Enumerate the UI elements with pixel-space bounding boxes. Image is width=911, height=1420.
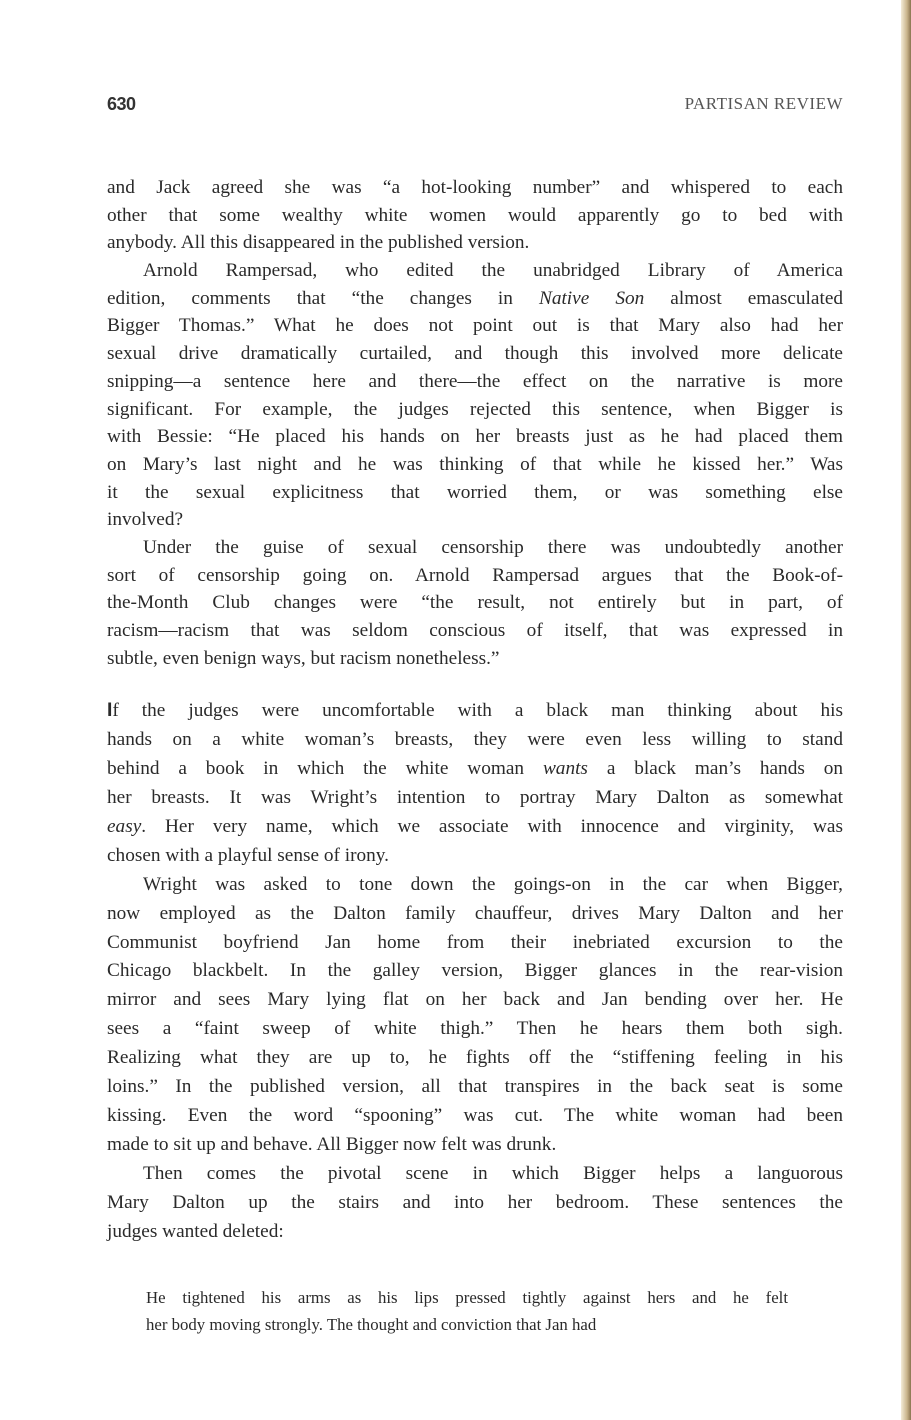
text-line: it the sexual explicitness that worried them, or was something else — [107, 481, 843, 503]
text-line: now employed as the Dalton family chauffeur, drives Mary Dalton and her — [107, 902, 843, 924]
text-line — [107, 813, 843, 842]
text-line: significant. For example, the judges rejected this sentence, when Bigger is — [107, 398, 843, 420]
text-line: subtle, even benign ways, but racism nonetheless.” — [107, 647, 500, 669]
text-line: Bigger Thomas.” What he does not point out is that Mary also had her — [107, 315, 843, 337]
italic-text: easy — [107, 815, 142, 837]
text-line: hands on a white woman’s breasts, they were even less willing to stand — [107, 728, 843, 750]
body-section-2 — [107, 697, 843, 1247]
text-line: Mary Dalton up the stairs and into her bedroom. These sentences the — [107, 1191, 843, 1213]
text-line: Then comes the pivotal scene in which Bigger helps a languorous — [143, 1163, 843, 1184]
page-number: 630 — [107, 94, 136, 114]
text-line: kissing. Even the word “spooning” was cut. The white woman had been — [107, 1105, 843, 1127]
text-line: the-Month Club changes were “the result, not entirely but in part, of — [107, 592, 843, 614]
text-line — [107, 755, 843, 784]
text-line: Communist boyfriend Jan home from their inebriated excursion to the — [107, 931, 843, 953]
text-line: her breasts. It was Wright’s intention to portray Mary Dalton as somewhat — [107, 786, 843, 808]
italic-text: Native Son — [538, 287, 645, 309]
text-line: made to sit up and behave. All Bigger now felt was drunk. — [107, 1134, 557, 1156]
text-line: Realizing what they are up to, he fights off the “stiffening feeling in his — [107, 1047, 843, 1069]
text-line: anybody. All this disappeared in the published version. — [107, 232, 530, 254]
text-line: judges wanted deleted: — [107, 1220, 284, 1242]
drop-cap: I — [107, 700, 113, 721]
text-line: sort of censorship going on. Arnold Rampersad argues that the Book-of- — [107, 564, 843, 586]
text-segment: f the judges were uncomfortable with a black man thinking about his — [112, 700, 843, 721]
text-line: loins.” In the published version, all that transpires in the back seat is some — [107, 1076, 843, 1098]
text-segment: almost emasculated — [644, 287, 844, 309]
text-line: with Bessie: “He placed his hands on her breasts just as he had placed them — [107, 426, 843, 448]
text-line: snipping—a sentence here and there—the effect on the narrative is more — [107, 370, 843, 392]
text-segment: a black man’s hands on — [587, 757, 843, 779]
text-segment: edition, comments that “the changes in — [107, 287, 539, 309]
block-quote — [146, 1284, 788, 1338]
text-line: sexual drive dramatically curtailed, and though this involved more delicate — [107, 343, 843, 365]
text-line: sees a “faint sweep of white thigh.” Then he hears them both sigh. — [107, 1018, 843, 1040]
text-line: mirror and sees Mary lying flat on her back and Jan bending over her. He — [107, 989, 843, 1011]
text-line: Wright was asked to tone down the goings-on in the car when Bigger, — [143, 873, 843, 895]
text-segment: behind a book in which the white woman — [107, 757, 543, 779]
running-head: PARTISAN REVIEW — [684, 94, 843, 113]
text-line: Under the guise of sexual censorship there was undoubtedly another — [143, 536, 843, 558]
text-line: racism—racism that was seldom conscious of itself, that was expressed in — [107, 620, 843, 641]
text-line: on Mary’s last night and he was thinking of that while he kissed her.” Was — [107, 453, 843, 475]
text-line — [107, 285, 843, 313]
text-line — [107, 697, 843, 726]
quote-line: her body moving strongly. The thought and conviction that Jan had — [146, 1315, 597, 1334]
italic-text: wants — [542, 757, 588, 779]
text-line: other that some wealthy white women would apparently go to bed with — [107, 204, 843, 226]
body-section-1 — [107, 174, 843, 672]
text-line: Arnold Rampersad, who edited the unabridged Library of America — [143, 260, 843, 282]
text-line: involved? — [107, 509, 184, 531]
page-edge — [901, 0, 911, 1420]
text-segment: . Her very name, which we associate with innocence and virginity, was — [141, 815, 843, 837]
text-line: Chicago blackbelt. In the galley version, Bigger glances in the rear-vision — [107, 960, 843, 982]
text-line: chosen with a playful sense of irony. — [107, 844, 390, 866]
quote-line: He tightened his arms as his lips pressed tightly against hers and he felt — [146, 1288, 788, 1307]
text-line: and Jack agreed she was “a hot-looking number” and whispered to each — [107, 177, 843, 198]
